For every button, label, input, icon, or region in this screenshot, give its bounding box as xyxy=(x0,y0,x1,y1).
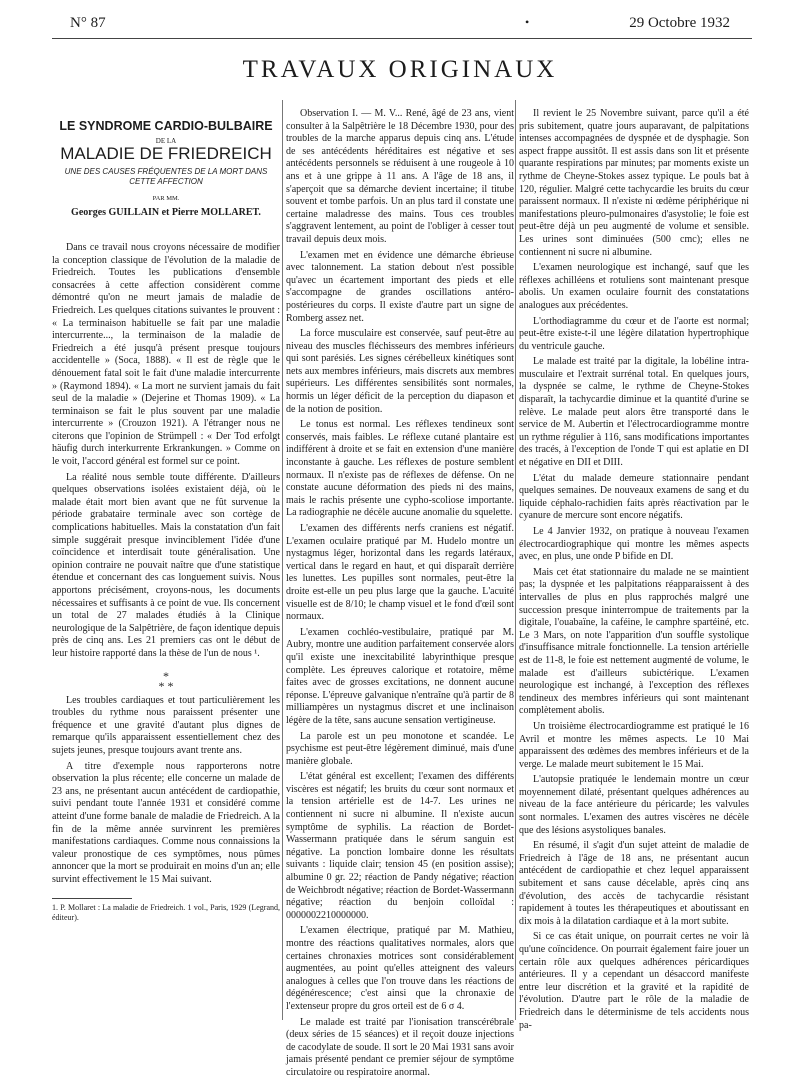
paragraph: Les troubles cardiaques et tout particulièrement les troubles du rythme nous paraissent présenter une fréquence et une gravité d'autant plus dignes de remarque qu'ils apparaissent essentiellement chez des sujets jeunes, presque toujours avant trente ans. xyxy=(52,694,280,756)
header-dot: • xyxy=(525,15,530,29)
paragraph: Un troisième électrocardiogramme est pratiqué le 16 Avril et montre les mêmes aspects. Le 10 Mai apparaissent des œdèmes des membres inférieurs et de la verge. Le malade meurt subitement le 15 Mai. xyxy=(519,720,749,770)
column-3 xyxy=(519,108,749,1035)
paragraph: La parole est un peu monotone et scandée. Le psychisme est peut-être légèrement diminué, mais d'une manière globale. xyxy=(286,730,514,767)
article-de-la: DE LA xyxy=(155,136,177,145)
article-disease: MALADIE DE FRIEDREICH xyxy=(60,144,272,164)
paragraph: Le 4 Janvier 1932, on pratique à nouveau l'examen électrocardiographique qui montre les mêmes aspects avec, en plus, une onde P bifide en DI. xyxy=(519,526,749,563)
paragraph: Il revient le 25 Novembre suivant, parce qu'il a été pris subitement, quatre jours auparavant, de palpitations intenses accompagnées de dyspnée et de dysphagie. Son aspect frappe aussitôt. Il est assis dans son lit et présente quarante respirations par minutes; par moments existe un rythme de Cheyne-Stokes assez typique. Le pouls bat à 120, régulier. Malgré cette tachycardie les bruits du cœur paraissent normaux. Il n'existe ni œdème périphérique ni manifestations pleuro-pulmonaires d'asystolie; le foie est peut-être déjà un peu augmenté de volume et sensible. Les urines sont diminuées (500 cmc); elles ne contiennent ni sucre ni albumine. xyxy=(519,108,749,258)
paragraph: La réalité nous semble toute différente. D'ailleurs quelques observations isolées existaient déjà, où le malade était mort bien avant que ne fût survenue la période grabataire terminale avec son cortège de complications habituelles. Mais la constatation d'un fait simple suggérait presque invinciblement l'idée d'une coïncidence et interdisait toute généralisation. Une opinion contraire ne pouvait naître que d'une statistique étendue et concernant des cas longuement suivis. Nous apportons précisément, croyons-nous, les documents nécessaires et suffisants à ce point de vue. Ils concernent un total de 27 malades étudiés à la Clinique neurologique de la Salpêtrière, de façon identique depuis près de cinq ans. Les 21 premiers cas ont le début de leur histoire rapporté dans la thèse de l'un de nous ¹. xyxy=(52,471,280,659)
paragraph: Le malade est traité par l'ionisation transcérébrale (deux séries de 15 séances) et il reçoit douze injections de cacodylate de soude. Il sort le 20 Mai 1931 sans avoir jamais présenté pendant ce premier séjour de symptôme circulatoire ou respiratoire anormal. xyxy=(286,1016,514,1078)
paragraph: L'état du malade demeure stationnaire pendant quelques semaines. De nouveaux examens de sang et du liquide céphalo-rachidien faits après réactivation par le cyanure de mercure sont encore négatifs. xyxy=(519,472,749,522)
article-title: LE SYNDROME CARDIO-BULBAIRE xyxy=(59,119,273,133)
paragraph: Le malade est traité par la digitale, la lobéline intra-musculaire et l'extrait surrénal total. En quelques jours, la dyspnée se calme, le rythme de Cheyne-Stokes disparaît, la tachycardie diminue et la quantité d'urine se relève. Le malade peut alors être transporté dans le service de M. Aubertin et l'électrocardiogramme montre un rythme régulier à 116, sans modifications importantes des tracés, à l'exception de l'onde T qui est aplatie en DI et négative en DII et DIII. xyxy=(519,356,749,469)
paragraph: Dans ce travail nous croyons nécessaire de modifier la conception classique de l'évolution de la maladie de Friedreich. Toutes les publications d'ensemble consacrées à cette affection considèrent comme démontré qu'on ne meurt jamais de maladie de Friedreich. Les quelques citations suivantes le prouvent : « La terminaison habituelle se fait par une maladie intercurrente..., la terminaison de la maladie de Friedreich a été jusqu'à présent presque toujours accidentelle » (Soca, 1888). « Il est de règle que le dénouement fatal soit le fait d'une maladie intercurrente » (Raymond 1894). « La mort ne survient jamais du fait seul de la maladie » (Dejerine et Thomas 1909). « La terminaison se fait le plus souvent par une maladie intercurrente » (Crouzon 1921). A l'étranger nous ne citerons que l'opinion de Strümpell : « Der Tod erfolgt häufig durch interkurrente Erkrankungen. » Comme on le voit, l'accord général est formel sur ce point. xyxy=(52,241,280,468)
paragraph: L'examen met en évidence une démarche ébrieuse avec talonnement. La station debout n'est possible qu'avec un écartement important des pieds et elle s'accompagne de grandes oscillations antéro-postérieures du corps. Il existe d'autre part un signe de Romberg assez net. xyxy=(286,249,514,324)
paragraph: L'examen neurologique est inchangé, sauf que les réflexes achilléens et rotuliens sont maintenant presque abolis. Un examen oculaire fournit des constatations analogues aux précédentes. xyxy=(519,262,749,311)
paragraph: L'examen des différents nerfs craniens est négatif. L'examen oculaire pratiqué par M. Hudelo montre un nystagmus léger, horizontal dans les regards latéraux, vertical dans le regard en haut, et qui disparaît derrière les lunettes. Les pupilles sont normales, peut-être la droite est-elle un peu plus large que la gauche. L'acuité visuelle est de 8/10; le champ visuel et le fond d'œil sont normaux. xyxy=(286,523,514,623)
footnote: 1. P. Mollaret : La maladie de Friedreich. 1 vol., Paris, 1929 (Legrand, éditeur). xyxy=(52,903,280,923)
paragraph: Mais cet état stationnaire du malade ne se maintient pas; la dyspnée et les palpitations réapparaissent à des intervalles de plus en plus rapprochés malgré une succession presque ininterrompue de traitements par la digitale, l'ouabaïne, la caféine, le camphre spartéiné, etc. Le 3 Mars, on note l'apparition d'un souffle systolique d'insuffisance mitrale fonctionnelle. La tension artérielle est de 11-8, le foie est nettement augmenté de volume, le malade est d'ailleurs subictérique. L'examen neurologique est inchangé, à l'exception des réflexes tendineux des membres inférieurs qui sont maintenant complètement abolis. xyxy=(519,566,749,717)
paragraph: Si ce cas était unique, on pourrait certes ne voir là qu'une coïncidence. On pourrait également faire jouer un certain rôle aux quelques adhérences péricardiques antérieures. Il y a cependant un désaccord manifeste entre leur discrétion et la gravité et la rapidité de l'évolution. D'autre part le rôle de la maladie de Friedreich dans le déterminisme de tels accidents nous pa- xyxy=(519,931,749,1031)
section-stars: * * * xyxy=(158,668,174,693)
paragraph: L'orthodiagramme du cœur et de l'aorte est normal; peut-être existe-t-il une légère dilatation hypertrophique du ventricule gauche. xyxy=(519,315,749,352)
article-subtitle: UNE DES CAUSES FRÉQUENTES DE LA MORT DANS CETTE AFFECTION xyxy=(64,166,268,186)
column-divider xyxy=(515,100,516,1020)
issue-date: 29 Octobre 1932 xyxy=(629,15,730,31)
paragraph: L'état général est excellent; l'examen des différents viscères est négatif; les bruits du cœur sont normaux et la tension artérielle est de 14-7. Les urines ne contiennent ni sucre ni albumine. Il n'existe aucun symptôme de syphilis. La réaction de Bordet-Wassermann pratiquée dans le sérum sanguin est négative. La ponction lombaire donne les résultats suivants : liquide clair; tension 45 (en position assise); albumine 0 gr. 22; réaction de Pandy négative; réaction de Weichbrodt négative; réaction de Bordet-Wassermann négative; réaction du benjoin colloïdal : 0000002210000000. xyxy=(286,771,514,921)
paragraph: La force musculaire est conservée, sauf peut-être au niveau des muscles fléchisseurs des membres inférieurs qui sont parésiés. Les signes cérébelleux kinétiques sont nets aux membres inférieurs, mais discrets aux membres supérieurs. Les différentes sensibilités sont normales, hormis un léger déficit de la perception du diapason et de la notion de position. xyxy=(286,328,514,415)
article-authors: Georges GUILLAIN et Pierre MOLLARET. xyxy=(71,207,261,219)
paragraph: A titre d'exemple nous rapporterons notre observation la plus récente; elle concerne un malade de 23 ans, ne présentant aucun antécédent de cardiopathie, suivi pendant toute l'année 1931 et considéré comme atteint d'une forme banale de maladie de Friedreich. A la fin de la même année survinrent les premières manifestations cardiaques. Comme nous connaissions la valeur pronostique de ces symptômes, nous pûmes annoncer que la mort se produirait en moins d'un an; elle survint effectivement le 15 Mai suivant. xyxy=(52,760,280,885)
column-1 xyxy=(52,108,280,926)
header-rule xyxy=(52,38,752,39)
column-divider xyxy=(282,100,283,1020)
article-par: PAR MM. xyxy=(152,194,180,202)
paragraph: Le tonus est normal. Les réflexes tendineux sont conservés, mais faibles. Le réflexe cutané plantaire est indifférent à droite et se fait en extension d'une manière inconstante à gauche. Les réflexes de posture semblent normaux. Il n'existe pas de réflexes de défense. On ne constate aucune déformation des pieds ni des mains, mais le rachis présente une cypho-scoliose importante. La radiographie ne décèle aucune anomalie du squelette. xyxy=(286,419,514,519)
paragraph: En résumé, il s'agit d'un sujet atteint de maladie de Friedreich à l'âge de 18 ans, ne présentant aucun antécédent de cardiopathie et chez lequel apparaissent subitement et sans cause décelable, après cinq ans d'évolution, des accès de tachycardie résistant rapidement à toutes les thérapeutiques et aboutissant en dix mois à la dilatation cardiaque et à la mort subite. xyxy=(519,840,749,927)
section-title: TRAVAUX ORIGINAUX xyxy=(242,56,558,83)
issue-number: N° 87 xyxy=(70,15,106,31)
paragraph: L'autopsie pratiquée le lendemain montre un cœur moyennement dilaté, présentant quelques adhérences au niveau de la face antérieure du péricarde; les valvules sont normales. L'examen des autres viscères ne décèle que des lésions asystoliques banales. xyxy=(519,774,749,836)
footnote-rule xyxy=(52,898,132,899)
paragraph: L'examen cochléo-vestibulaire, pratiqué par M. Aubry, montre une audition parfaitement conservée alors qu'il existe une inexcitabilité labyrinthique presque complète. Les épreuves calorique et rotatoire, même faites avec de grosses excitations, ne donnent aucune réponse. L'épreuve galvanique n'entraîne qu'à partir de 8 milliampères un nystagmus discret et une inclinaison légère de la tête, sans aucune sensation vertigineuse. xyxy=(286,626,514,726)
paragraph: Observation I. — M. V... René, âgé de 23 ans, vient consulter à la Salpêtrière le 18 Décembre 1930, pour des troubles de la marche apparus depuis cinq ans. L'étude de ses antécédents héréditaires est négative et ses antécédents personnels se réduisent à une rougeole à 10 ans et à une grippe à 11 ans. A l'âge de 18 ans, il s'aperçoit que sa démarche devient incertaine; il titube souvent et tombe parfois. Un an plus tard il constate une certaine maladresse des mains. Tous ces troubles s'aggravent lentement, au point de l'obliger à cesser tout travail depuis deux mois. xyxy=(286,108,514,245)
column-2 xyxy=(286,108,514,1083)
paragraph: L'examen électrique, pratiqué par M. Mathieu, montre des réactions qualitatives normales, alors que certaines chronaxies motrices sont considérablement augmentées, au point qu'elles atteignent des valeurs analogues à celles que l'on trouve dans les réactions de dégénérescence; c'est ainsi que la chronaxie de l'extenseur propre du gros orteil est de 6 σ 4. xyxy=(286,925,514,1012)
